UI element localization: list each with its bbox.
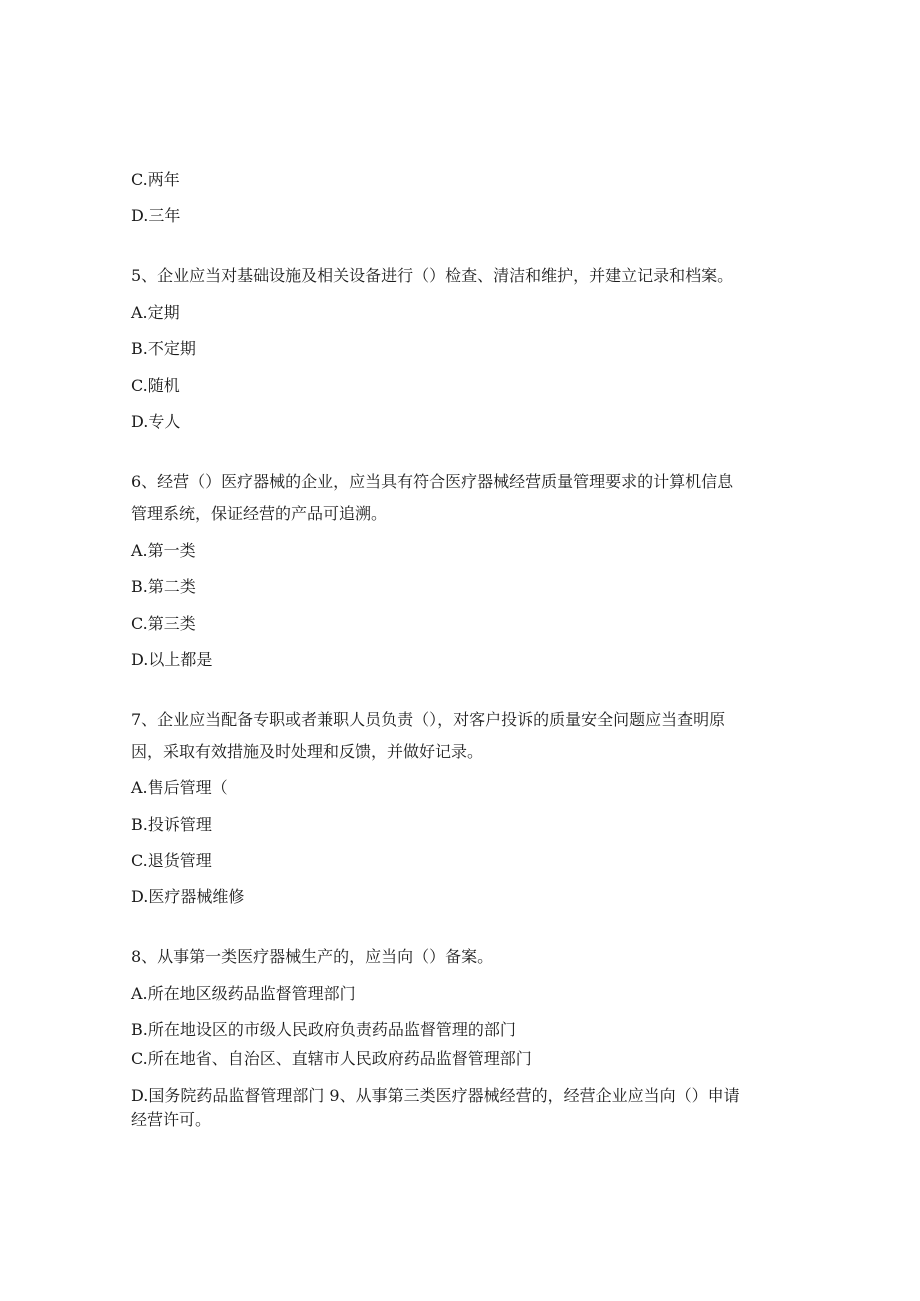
q6-option-a: A.第一类	[131, 541, 196, 560]
q8-question: 8、从事第一类医疗器械生产的，应当向（）备案。	[131, 947, 494, 966]
q7-option-d: D.医疗器械维修	[131, 887, 245, 906]
q6-option-b: B.第二类	[131, 577, 196, 596]
q5-question: 5、企业应当对基础设施及相关设备进行（）检查、清洁和维护，并建立记录和档案。	[131, 266, 734, 285]
q5-option-c: C.随机	[131, 376, 180, 395]
q7-option-c: C.退货管理	[131, 851, 212, 870]
q6-question-line2: 管理系统，保证经营的产品可追溯。	[131, 504, 388, 523]
q5-option-b: B.不定期	[131, 339, 196, 358]
q7-option-b: B.投诉管理	[131, 815, 212, 834]
q7-question-line2: 因，采取有效措施及时处理和反馈，并做好记录。	[131, 742, 484, 761]
q6-option-c: C.第三类	[131, 614, 196, 633]
q4-option-c: C.两年	[131, 170, 180, 189]
q7-option-a: A.售后管理（	[131, 778, 228, 797]
q5-option-d: D.专人	[131, 412, 181, 431]
q4-option-d: D.三年	[131, 206, 181, 225]
q5-option-a: A.定期	[131, 303, 180, 322]
q6-option-d: D.以上都是	[131, 650, 213, 669]
q8-option-b: B.所在地设区的市级人民政府负责药品监督管理的部门	[131, 1020, 516, 1039]
q9-question-line2: 经营许可。	[131, 1110, 212, 1129]
q8-option-d-and-q9: D.国务院药品监督管理部门 9、从事第三类医疗器械经营的，经营企业应当向（）申请	[131, 1086, 740, 1105]
q7-question-line1: 7、企业应当配备专职或者兼职人员负责（），对客户投诉的质量安全问题应当查明原	[131, 710, 726, 729]
q8-option-a: A.所在地区级药品监督管理部门	[131, 984, 356, 1003]
q6-question-line1: 6、经营（）医疗器械的企业，应当具有符合医疗器械经营质量管理要求的计算机信息	[131, 472, 734, 491]
q8-option-c: C.所在地省、自治区、直辖市人民政府药品监督管理部门	[131, 1049, 532, 1068]
